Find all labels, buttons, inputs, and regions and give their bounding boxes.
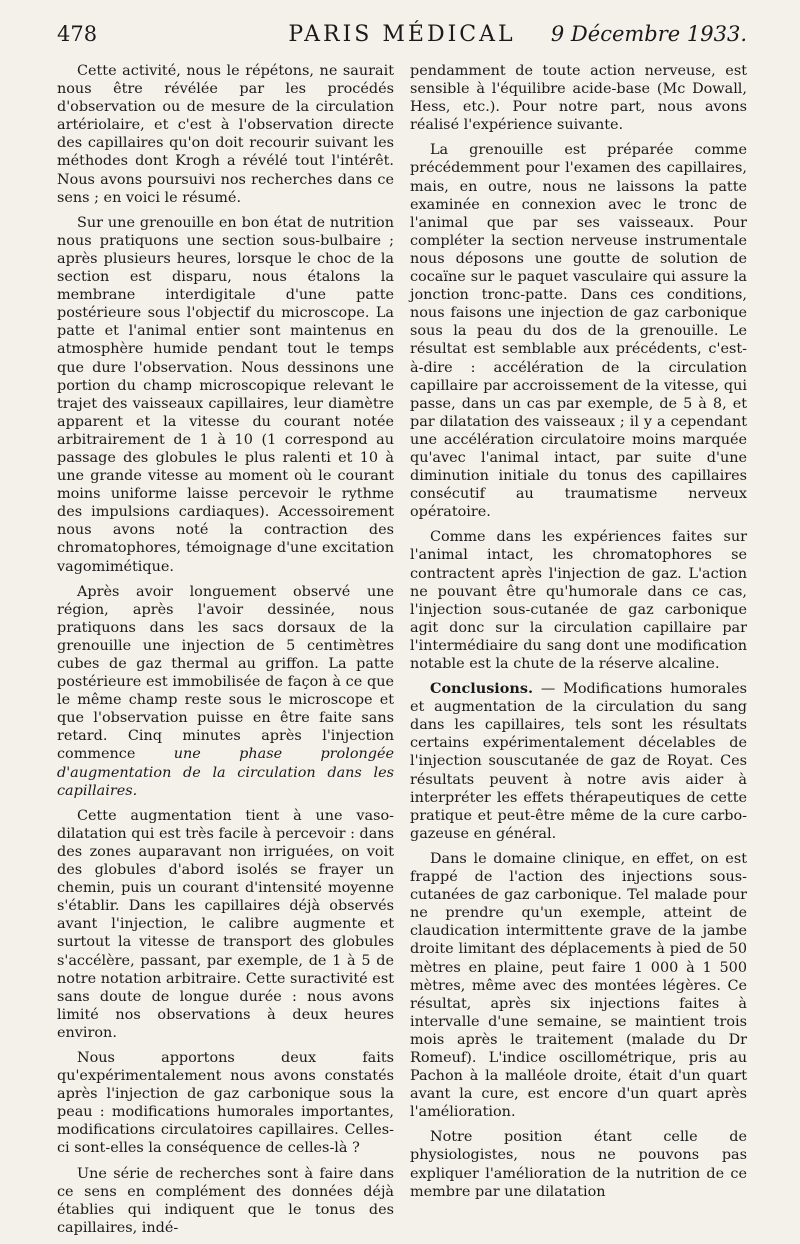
journal-title: PARIS MÉDICAL — [288, 22, 516, 47]
paragraph: Comme dans les expériences faites sur l'animal intact, les chromatophores se contractent après l'injection de gaz. L'action ne pouvant être qu'humorale dans ce cas, l'injection sous-cutanée de gaz carbonique agit donc sur la circulation capillaire par l'intermédiaire du sang dont une modification notable est la chute de la réserve alcaline. — [410, 529, 747, 672]
issue-date: 9 Décembre 1933. — [550, 22, 747, 46]
italic-phrase: une phase prolongée d'augmentation de la circulation dans les capillaires. — [57, 746, 394, 799]
paragraph — [410, 680, 747, 843]
conclusions-heading: Conclusions. — [430, 680, 533, 698]
paragraph-text: — Modifications humorales et augmentation de la circulation du sang dans les capillaires, tels sont les résultats certains expérimentalement décelables de l'injection souscutanée de gaz de Royat. Ces résultats peuvent à notre avis aider à interpréter les effets thérapeutiques de cette pratique et peut-être même de la cure carbo-gazeuse en général. — [410, 681, 747, 842]
paragraph: Une série de recherches sont à faire dans ce sens en complément des données déjà établies qui indiquent que le tonus des capillaires, indé- — [57, 1165, 394, 1236]
paragraph — [57, 583, 394, 800]
paragraph: Sur une grenouille en bon état de nutrition nous pratiquons une section sous-bulbaire ; après plusieurs heures, lorsque le choc de la section est disparu, nous étalons la membrane interdigitale d'une patte postérieure sous l'objectif du microscope. La patte et l'animal entier sont maintenus en atmosphère humide pendant tout le temps que dure l'observation. Nous dessinons une portion du champ microscopique relevant le trajet des vaisseaux capillaires, leur diamètre apparent et la vitesse du courant notée arbitrairement de 1 à 10 (1 correspond au passage des globules le plus ralenti et 10 à une grande vitesse au moment où le courant moins uniforme laisse percevoir le rythme des impulsions cardiaques). Accessoirement nous avons noté la contraction des chromatophores, témoignage d'une excitation vagomimétique. — [57, 214, 394, 575]
paragraph-text: Après avoir longuement observé une région, après l'avoir dessinée, nous pratiquons dans les sacs dorsaux de la grenouille une injection de 5 centimètres cubes de gaz thermal au griffon. La patte postérieure est immobilisée de façon à ce que le même champ reste sous le microscope et que l'observation puisse en être faite sans retard. Cinq minutes après l'injection commence — [57, 583, 394, 763]
paragraph: La grenouille est préparée comme précédemment pour l'examen des capillaires, mais, en outre, nous ne laissons la patte examinée en connexion avec le tronc de l'animal que par ses vaisseaux. Pour compléter la section nerveuse instrumentale nous déposons une goutte de solution de cocaïne sur le paquet vasculaire qui assure la jonction tronc-patte. Dans ces conditions, nous faisons une injection de gaz carbonique sous la peau du dos de la grenouille. Le résultat est semblable aux précédents, c'est-à-dire : accélération de la circulation capillaire par accroissement de la vitesse, qui passe, dans un cas par exemple, de 5 à 8, et par dilatation des vaisseaux ; il y a cependant une accélération circulatoire moins marquée qu'avec l'animal intact, par suite d'une diminution initiale du tonus des capillaires consécutif au traumatisme nerveux opératoire. — [410, 142, 747, 521]
paragraph: pendamment de toute action nerveuse, est sensible à l'équilibre acide-base (Mc Dowall, Hess, etc.). Pour notre part, nous avons réalisé l'expérience suivante. — [410, 63, 747, 134]
paragraph: Nous apportons deux faits qu'expérimentalement nous avons constatés après l'injection de gaz carbonique sous la peau : modifications humorales importantes, modifications circulatoires capillaires. Celles-ci sont-elles la conséquence de celles-là ? — [57, 1049, 394, 1157]
paragraph: Dans le domaine clinique, en effet, on est frappé de l'action des injections sous-cutanées de gaz carbonique. Tel malade pour ne prendre qu'un exemple, atteint de claudication intermittente grave de la jambe droite limitant des déplacements à pied de 50 mètres en plaine, peut faire 1 000 à 1 500 mètres, même avec des montées légères. Ce résultat, après six injections faites à intervalle d'une semaine, se maintient trois mois après le traitement (malade du Dr Romeuf). L'indice oscillométrique, pris au Pachon à la malléole droite, était d'un quart avant la cure, est encore d'un quart après l'amélioration. — [410, 850, 747, 1121]
paragraph: Cette activité, nous le répétons, ne saurait nous être révélée par les procédés d'observation ou de mesure de la circulation artériolaire, et c'est à l'observation directe des capillaires qu'on doit recourir suivant les méthodes dont Krogh a révélé tout l'intérêt. Nous avons poursuivi nos recherches dans ce sens ; en voici le résumé. — [57, 63, 394, 206]
page-number: 478 — [57, 22, 98, 46]
paragraph: Cette augmentation tient à une vaso-dilatation qui est très facile à percevoir : dans des zones auparavant non irriguées, on voit des globules d'abord isolés se frayer un chemin, puis un courant d'intensité moyenne s'établir. Dans les capillaires déjà observés avant l'injection, le calibre augmente et surtout la vitesse de transport des globules s'accélère, passant, par exemple, de 1 à 5 de notre notation arbitraire. Cette suractivité est sans doute de longue durée : nous avons limité nos observations à deux heures environ. — [57, 807, 394, 1041]
page-header — [57, 22, 747, 62]
paragraph: Notre position étant celle de physiologistes, nous ne pouvons pas expliquer l'amélioration de la nutrition de ce membre par une dilatation — [410, 1129, 747, 1200]
right-column — [410, 62, 747, 1208]
left-column — [57, 62, 394, 1244]
